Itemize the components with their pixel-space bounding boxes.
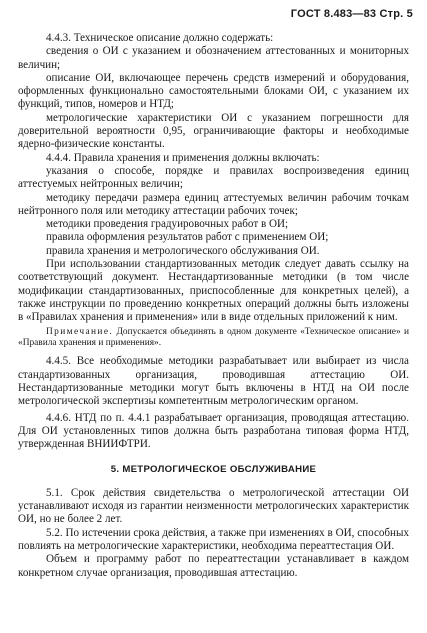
list-item: описание ОИ, включающее перечень средств измерений и оборудования, оформленных функционально самостоятельными блоками ОИ, с указанием их функций, типов, номеров и НТД; — [18, 71, 409, 111]
list-item: правила оформления результатов работ с применением ОИ; — [46, 231, 329, 244]
list-item: методики проведения градуировочных работ в ОИ; — [46, 218, 289, 231]
section-title: 5. МЕТРОЛОГИЧЕСКОЕ ОБСЛУЖИВАНИЕ — [110, 464, 317, 476]
clause-4-4-5: 4.4.5. Все необходимые методики разрабатывает или выбирает из числа стандартизованных организация, проводившая аттестацию ОИ. Нестандартизованные методики могут быть включены в НТД на ОИ после метрологической экспертизы компетентным метрологическим органом. — [18, 355, 409, 408]
note-text: Допускается объединять в одном документе «Техническое описание» и «Правила хранения и применения». — [18, 326, 409, 348]
page-header: ГОСТ 8.483—83 Стр. 5 — [290, 8, 413, 20]
list-item: методику передачи размера единиц аттестуемых величин рабочим точкам нейтронного поля или методику аттестации рабочих точек; — [18, 191, 409, 217]
clause-5-1: 5.1. Срок действия свидетельства о метрологической аттестации ОИ устанавливают исходя из гарантии неизменности метрологических характеристик ОИ, но не более 2 лет. — [18, 486, 409, 526]
paragraph: При использовании стандартизованных методик следует давать ссылку на соответствующий документ. Нестандартизованные методики (в том числе модификации стандартизованных, приспособленные для конкретных целей), а также инструкции по проведению конкретных операций должны быть изложены в «Правилах хранения и применения» или в виде отдельных приложений к ним. — [18, 258, 409, 324]
clause-5-2: 5.2. По истечении срока действия, а также при изменениях в ОИ, способных повлиять на метрологические характеристики, необходима переаттестация ОИ. — [18, 526, 409, 552]
list-item: сведения о ОИ с указанием и обозначением аттестованных и мониторных величин; — [18, 45, 409, 71]
list-item: метрологические характеристики ОИ с указанием погрешности для доверительной вероятности 0,95, ограничивающие факторы и необходимые ядерно-физические константы. — [18, 111, 409, 151]
note — [18, 327, 409, 350]
clause-4-4-6: 4.4.6. НТД по п. 4.4.1 разрабатывает организация, проводящая аттестацию. Для ОИ установленных типов должна быть разработана типовая форма НТД, утвержденная ВНИИФТРИ. — [18, 411, 409, 451]
clause-4-4-4: 4.4.4. Правила хранения и применения должны включать: — [46, 151, 320, 164]
list-item: указания о способе, порядке и правилах воспроизведения единиц аттестуемых нейтронных величин; — [18, 164, 409, 191]
note-label: Примечание. — [46, 326, 114, 337]
paragraph: Объем и программу работ по переаттестации устанавливает в каждом конкретном случае организация, проводившая аттестацию. — [18, 553, 409, 579]
document-body — [18, 32, 409, 580]
list-item: правила хранения и метрологического обслуживания ОИ. — [46, 244, 320, 257]
clause-4-4-3: 4.4.3. Техническое описание должно содержать: — [46, 32, 274, 44]
